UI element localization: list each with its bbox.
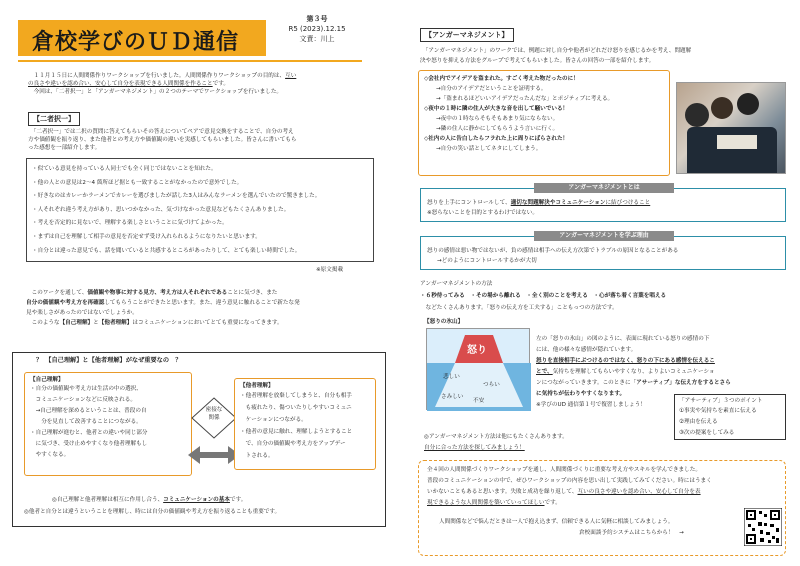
what-is-anger-box: 怒りを上手にコントロールして、適切な問題解決やコミュニケーションに結びつけること ※怒らないことを目的とするわけではない。: [420, 188, 786, 222]
other-methods: ◎アンガーマネジメント方法は他にもたくさんあります。 自分に合った方法を探してみましょう！: [424, 434, 568, 451]
answer-question: ◇夜中の１時に隣の住人が大きな音を出して騒いでいる！: [424, 106, 569, 112]
newsletter-title: 倉校学びのＵＤ通信: [32, 30, 240, 55]
what-is-anger-title: アンガーマネジメントとは: [534, 183, 674, 193]
relation-label: 密接な 関係: [205, 407, 223, 421]
quote-item: ・自分とは違った意見でも、話を聞いていると共感するところがあったりして、とても楽しい時間でした。: [32, 247, 301, 254]
iceberg-top-label: 怒り: [467, 345, 487, 356]
issue-meta: [272, 14, 362, 44]
author: 文責：川上: [299, 35, 335, 43]
assertive-points-box: 「アサーティブ」３つのポイント ①事実や気持ちを素直に伝える ②理由を伝える ③次の提案をしてみる: [674, 394, 786, 440]
quote-item: ・まずは自己を理解して相手の意見を否定せず受け入れられるようになりたいと思います。: [32, 233, 261, 240]
assertive-title: 「アサーティブ」３つのポイント: [679, 398, 763, 404]
answers-box: ◇会社内でアイデアを盗まれた。すごく考えた物だったのに！ →自分のアイデアだということを証明する。 →「盗まれるほどいいアイデアだったんだな」とポジティブに考える。 ◇夜中の１時に隣の住人が大きな音を出して騒いでいる！ →夜中の１時ならそもそもあまり気にならない。 →隣の住人に静かにしてもらうよう言いに行く。 ◇社内の人に告白したらフラれた上に周りにばらされた！ →自分の笑い話としてネタにしてしまう。: [418, 70, 670, 176]
closing-box: 全４回の人間関係づくりワークショップを通し、人間関係づくりに重要な考え方やスキルを学んできました。 普段のコミュニケーションの中で、ぜひワークショップの内容を思い出して実践してみてください。時にはうまく いかないこともあると思います。失敗と成功を繰り返して、互いの良さや違いを認め合い、安心して自分を表 現できるような人間関係を築いていってほしいです。 人間関係などで悩んだときは一人で抱え込まず、信頼できる人に気軽に相談してみましょう。 倉校面談予約システムはこちらから！ →: [418, 460, 786, 556]
why-footer: ◎自己理解と他者理解は相互に作用し合う、コミュニケーションの基本です。 ◎他者と自分とは違うということを理解し、時には自分の価値観や考え方を振り返ることも重要です。: [24, 497, 281, 515]
other-title: 【他者理解】: [240, 383, 274, 389]
quote-item: ・似ている意見を持っている人同士でも全く同じではないことを知れた。: [32, 166, 217, 172]
double-arrow-icon: [188, 446, 240, 464]
nisha-description: 「二者択一」では二択の質問に答えてもらいその答えについてペアで意見交換をすることで、自分の考え 方や価値観を振り返り、また他者との考え方や価値観の違いを実感してもらいました。皆さんに書いてもら った感想を一部紹介します。: [28, 129, 297, 151]
answer-question: ◇社内の人に告白したらフラれた上に周りにばらされた！: [424, 136, 569, 142]
intro-text: １１月１５日に人間関係作りワークショップを行いました。人間関係作りワークショップの目的は、互い の良さや違いを認め合い、安心して自分を表現できる人間関係を作ることです。 今回は、「二者択一」と「アンガーマネジメント」の２つのテーマでワークショップを行いました。: [28, 73, 297, 95]
why-learn-box: 怒りの感情は悪い物ではないが、負の感情は相手への伝え方次第でトラブルの原因となることがある →どのようにコントロールするかが大切: [420, 236, 786, 270]
quote-item: ・人それぞれ違う考え方があり、思いつかなかった、気づけなかった意見などもたくさんありました。: [32, 206, 290, 213]
methods-title: アンガーマネジメントの方法: [420, 281, 493, 287]
issue-date: R5 (2023).12.15: [288, 25, 346, 33]
title-rule: [18, 60, 362, 62]
quote-item: ・他の人との意見は2～4 箇所ほど据とも一致することがなかったので意外でした。: [32, 179, 243, 186]
quote-item: ・好きなのはカレーかラーメンでカレーを選びましたが話した3人はみんなラーメンを選んでいたので驚きました。: [32, 193, 321, 200]
workshop-photo: [676, 82, 786, 174]
methods-list: ・６秒待ってみる ・その場から離れる ・全く別のことを考える ・心が落ち着く言葉を唱える: [420, 293, 667, 299]
anger-heading: 【アンガーマネジメント】: [420, 28, 514, 42]
other-understanding-box: 【他者理解】 ・他者理解を放棄してしまうと、自分も相手 も疲れたり、傷ついたりしやすいコミュニ ケーションにつながる。 ・他者の意見に触れ、理解しようとすること で、自分の価値観や考え方をアップデー トされる。: [234, 378, 376, 470]
title-banner: [18, 20, 266, 56]
iceberg-title: 【怒りの氷山】: [424, 319, 464, 325]
nisha-heading: 【二者択一】: [28, 112, 80, 126]
why-learn-title: アンガーマネジメントを学ぶ理由: [534, 231, 674, 241]
anger-intro: 「アンガーマネジメント」のワークでは、例題に対し自分や他者がどれだけ怒りを感じるかを考え、問題解 決や怒りを抑える方法をグループで考えてもらいました。皆さんの回答の一部を紹介します。: [420, 48, 692, 64]
source-note: ※原文掲載: [316, 267, 344, 273]
iceberg-explanation: 左の「怒りの氷山」の図のように、表面に現れている怒りの感情の下 には、他の様々な感情が隠れています。 怒りを直接相手にぶつけるのではなく、怒りの下にある感情を伝えるこ とで、気持ちを理解してもらいやすくなり、よりよいコミュニケーショ ンにつながっていきます。このときに「アサーティブ」な伝え方をするとさら に気持ちが伝わりやすくなります。 ※学びのUD 通信第１号で復習しましょう！: [536, 336, 731, 408]
iceberg-figure: 怒り 悲しい つらい さみしい 不安: [426, 328, 530, 410]
methods-note: などたくさんあります。「怒りの伝え方を工夫する」こともっつの方法です。: [420, 305, 618, 311]
self-title: 【自己理解】: [30, 377, 64, 383]
issue-number: 第３号: [306, 15, 328, 23]
quotes-box: [26, 158, 374, 262]
qr-code-icon[interactable]: [744, 508, 782, 546]
quote-item: ・考えを否定的に見ないで、理解する楽しさということに気づけてよかった。: [32, 220, 228, 227]
answer-question: ◇会社内でアイデアを盗まれた。すごく考えた物だったのに！: [424, 76, 579, 82]
why-heading: ？ 【自己理解】と【他者理解】がなぜ重要なの ？: [36, 357, 182, 364]
self-understanding-box: 【自己理解】 ・自分の価値観や考え方は生活の中の選択、 コミュニケーションなどに反映される。 →自己理解を深めるということは、普段の自 分を見直して改善することにつながる。 ・自己理解が進むと、他者との違いや同じ部分 に気づき、受け止めやすくなり他者理解もし やすくなる。: [24, 372, 192, 476]
nisha-summary: このワークを通して、価値観や物事に対する見方、考え方は人それぞれであることに気づき、また 自分の価値観や考え方を再確認してもらうことができたと思います。また、違う意見に触れることで新たな発 見や楽しさがあったのではないでしょうか。 このような【自己理解】と【他者理解】はコミュニケーションにおいてとても重要になってきます。: [26, 290, 300, 326]
